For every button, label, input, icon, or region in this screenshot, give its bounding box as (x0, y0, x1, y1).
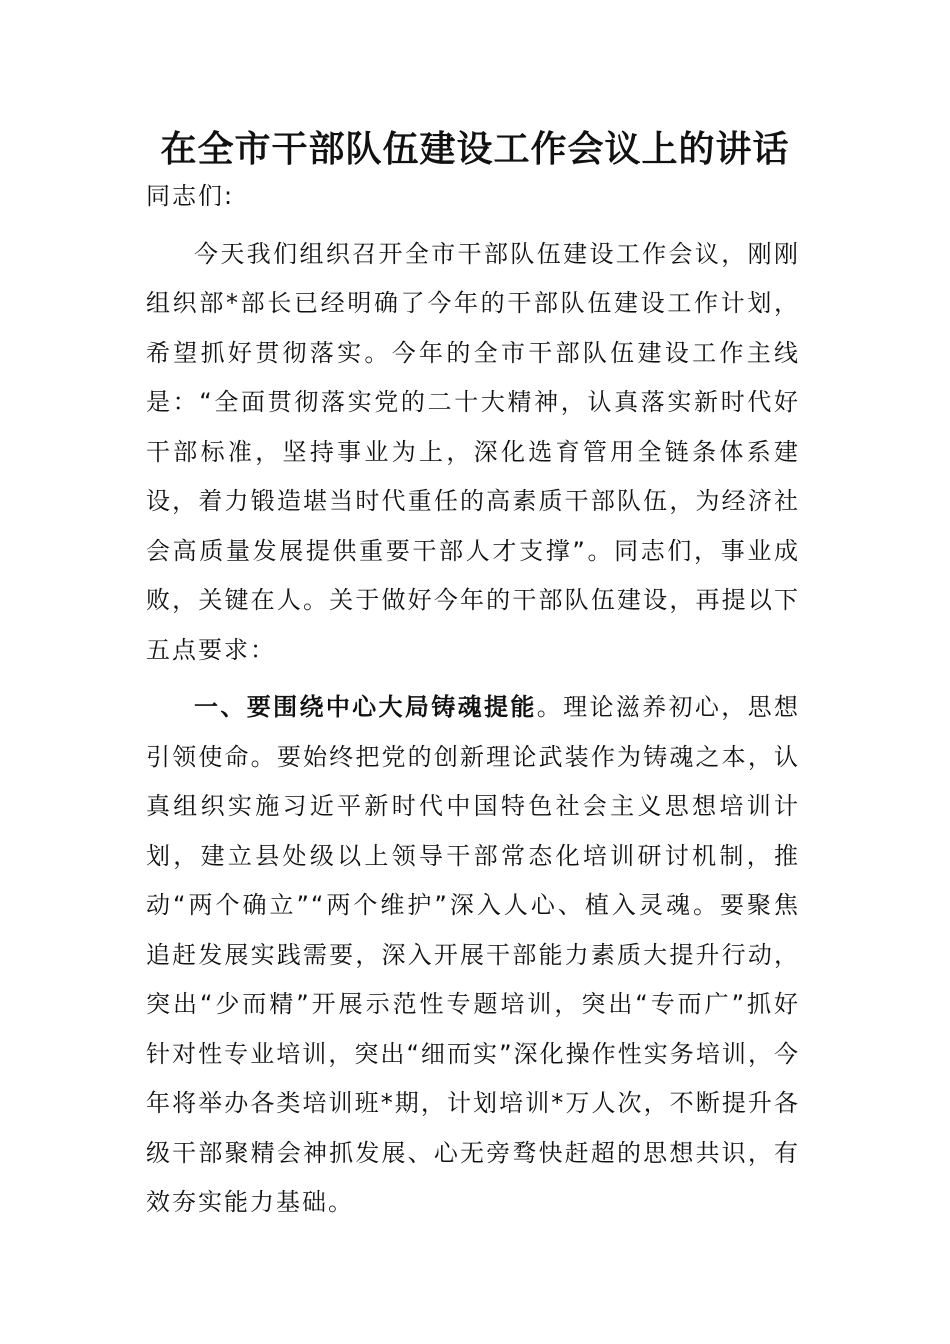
section-one-paragraph (146, 683, 800, 1228)
intro-paragraph: 今天我们组织召开全市干部队伍建设工作会议，刚刚组织部*部长已经明确了今年的干部队伍建设工作计划，希望抓好贯彻落实。今年的全市干部队伍建设工作主线是：“全面贯彻落实党的二十大精神，认真落实新时代好干部标准，坚持事业为上，深化选育管用全链条体系建设，着力锻造堪当时代重任的高素质干部队伍，为经济社会高质量发展提供重要干部人才支撑”。同志们，事业成败，关键在人。关于做好今年的干部队伍建设，再提以下五点要求： (146, 239, 800, 664)
document-title: 在全市干部队伍建设工作会议上的讲话 (160, 128, 790, 170)
section-one-text: 。理论滋养初心，思想引领使命。要始终把党的创新理论武装作为铸魂之本，认真组织实施习近平新时代中国特色社会主义思想培训计划，建立县处级以上领导干部常态化培训研讨机制，推动“两个确立”“两个维护”深入人心、植入灵魂。要聚焦追赶发展实践需要，深入开展干部能力素质大提升行动，突出“少而精”开展示范性专题培训，突出“专而广”抓好针对性专业培训，突出“细而实”深化操作性实务培训，今年将举办各类培训班*期，计划培训*万人次，不断提升各级干部聚精会神抓发展、心无旁骛快赶超的思想共识，有效夯实能力基础。 (146, 693, 801, 1216)
document-body (146, 172, 800, 1228)
salutation: 同志们: (146, 182, 235, 210)
section-one-heading: 一、要围绕中心大局铸魂提能 (194, 693, 537, 721)
